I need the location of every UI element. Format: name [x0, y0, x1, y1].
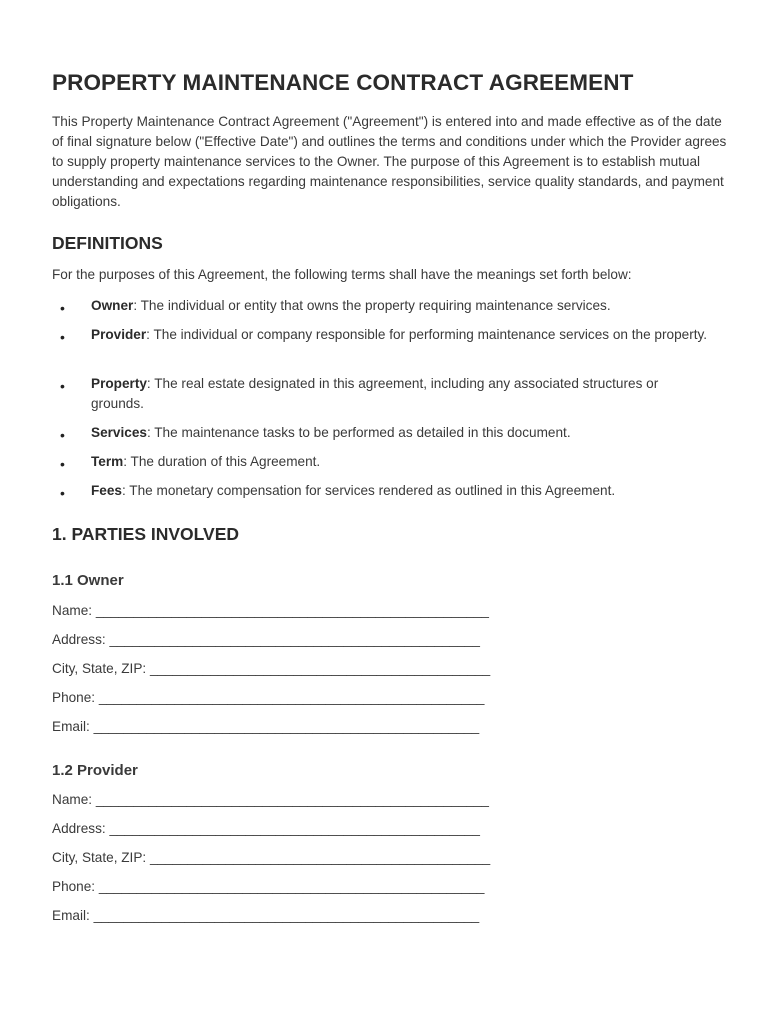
definition-text: : The monetary compensation for services rendered as outlined in this Agreement.	[121, 483, 616, 498]
owner-email-field[interactable]	[52, 719, 479, 734]
bullet-icon: •	[60, 329, 65, 345]
definition-item-provider	[52, 325, 712, 345]
bullet-icon: •	[60, 485, 65, 501]
field-blank[interactable]: _________________________________________________	[109, 821, 480, 836]
definitions-heading: DEFINITIONS	[52, 233, 163, 253]
field-label: Email:	[52, 908, 90, 923]
field-blank[interactable]: ____________________________________________________	[95, 792, 489, 807]
field-blank[interactable]: _________________________________________________	[109, 632, 480, 647]
bullet-icon: •	[60, 378, 65, 394]
provider-city-state-zip-field[interactable]	[52, 850, 490, 865]
definition-item-term	[52, 452, 712, 472]
field-label: Phone:	[52, 879, 96, 894]
definition-item-services	[52, 423, 712, 443]
parties-heading: 1. PARTIES INVOLVED	[52, 524, 240, 544]
provider-name-field[interactable]	[52, 792, 489, 807]
field-label: Phone:	[52, 690, 96, 705]
definition-item-fees	[52, 481, 712, 501]
definition-term: Property	[91, 376, 147, 391]
field-blank[interactable]: ___________________________________________________	[93, 908, 480, 923]
provider-heading: 1.2 Provider	[52, 762, 138, 779]
field-label: Name:	[52, 603, 93, 618]
field-label: Address:	[52, 821, 106, 836]
intro-paragraph: This Property Maintenance Contract Agreement ("Agreement") is entered into and made effective as of the date of final signature below ("Effective Date") and outlines the terms and conditions under which the Provider agrees to supply property maintenance services to the Owner. The purpose of this Agreement is to establish mutual understanding and expectations regarding maintenance responsibilities, service quality standards, and payment obligations.	[52, 114, 727, 209]
owner-name-field[interactable]	[52, 603, 489, 618]
field-blank[interactable]: ___________________________________________________	[98, 879, 485, 894]
field-blank[interactable]: _____________________________________________	[149, 850, 491, 865]
field-label: Address:	[52, 632, 106, 647]
document-title: PROPERTY MAINTENANCE CONTRACT AGREEMENT	[52, 70, 634, 95]
bullet-icon: •	[60, 456, 65, 472]
provider-email-field[interactable]	[52, 908, 479, 923]
definition-term: Services	[91, 425, 147, 440]
definition-item-owner	[52, 296, 712, 316]
definition-text: : The individual or company responsible for performing maintenance services on the property.	[146, 327, 708, 342]
field-blank[interactable]: ___________________________________________________	[98, 690, 485, 705]
field-blank[interactable]: ___________________________________________________	[93, 719, 480, 734]
definition-item-property	[52, 374, 712, 414]
field-blank[interactable]: _____________________________________________	[149, 661, 491, 676]
definition-text: : The individual or entity that owns the property requiring maintenance services.	[133, 298, 611, 313]
owner-heading: 1.1 Owner	[52, 572, 124, 589]
definition-text: : The maintenance tasks to be performed as detailed in this document.	[146, 425, 571, 440]
definition-term: Owner	[91, 298, 134, 313]
provider-address-field[interactable]	[52, 821, 480, 836]
definition-term: Fees	[91, 483, 122, 498]
owner-phone-field[interactable]	[52, 690, 484, 705]
owner-city-state-zip-field[interactable]	[52, 661, 490, 676]
field-label: City, State, ZIP:	[52, 661, 147, 676]
provider-phone-field[interactable]	[52, 879, 484, 894]
definition-text: : The real estate designated in this agreement, including any associated structures or grounds.	[91, 376, 659, 411]
field-label: City, State, ZIP:	[52, 850, 147, 865]
definition-term: Provider	[91, 327, 147, 342]
field-label: Email:	[52, 719, 90, 734]
definition-term: Term	[91, 454, 124, 469]
bullet-icon: •	[60, 300, 65, 316]
field-label: Name:	[52, 792, 93, 807]
field-blank[interactable]: ____________________________________________________	[95, 603, 489, 618]
owner-address-field[interactable]	[52, 632, 480, 647]
bullet-icon: •	[60, 427, 65, 443]
definitions-lead: For the purposes of this Agreement, the following terms shall have the meanings set forth below:	[52, 267, 632, 282]
definition-text: : The duration of this Agreement.	[123, 454, 321, 469]
